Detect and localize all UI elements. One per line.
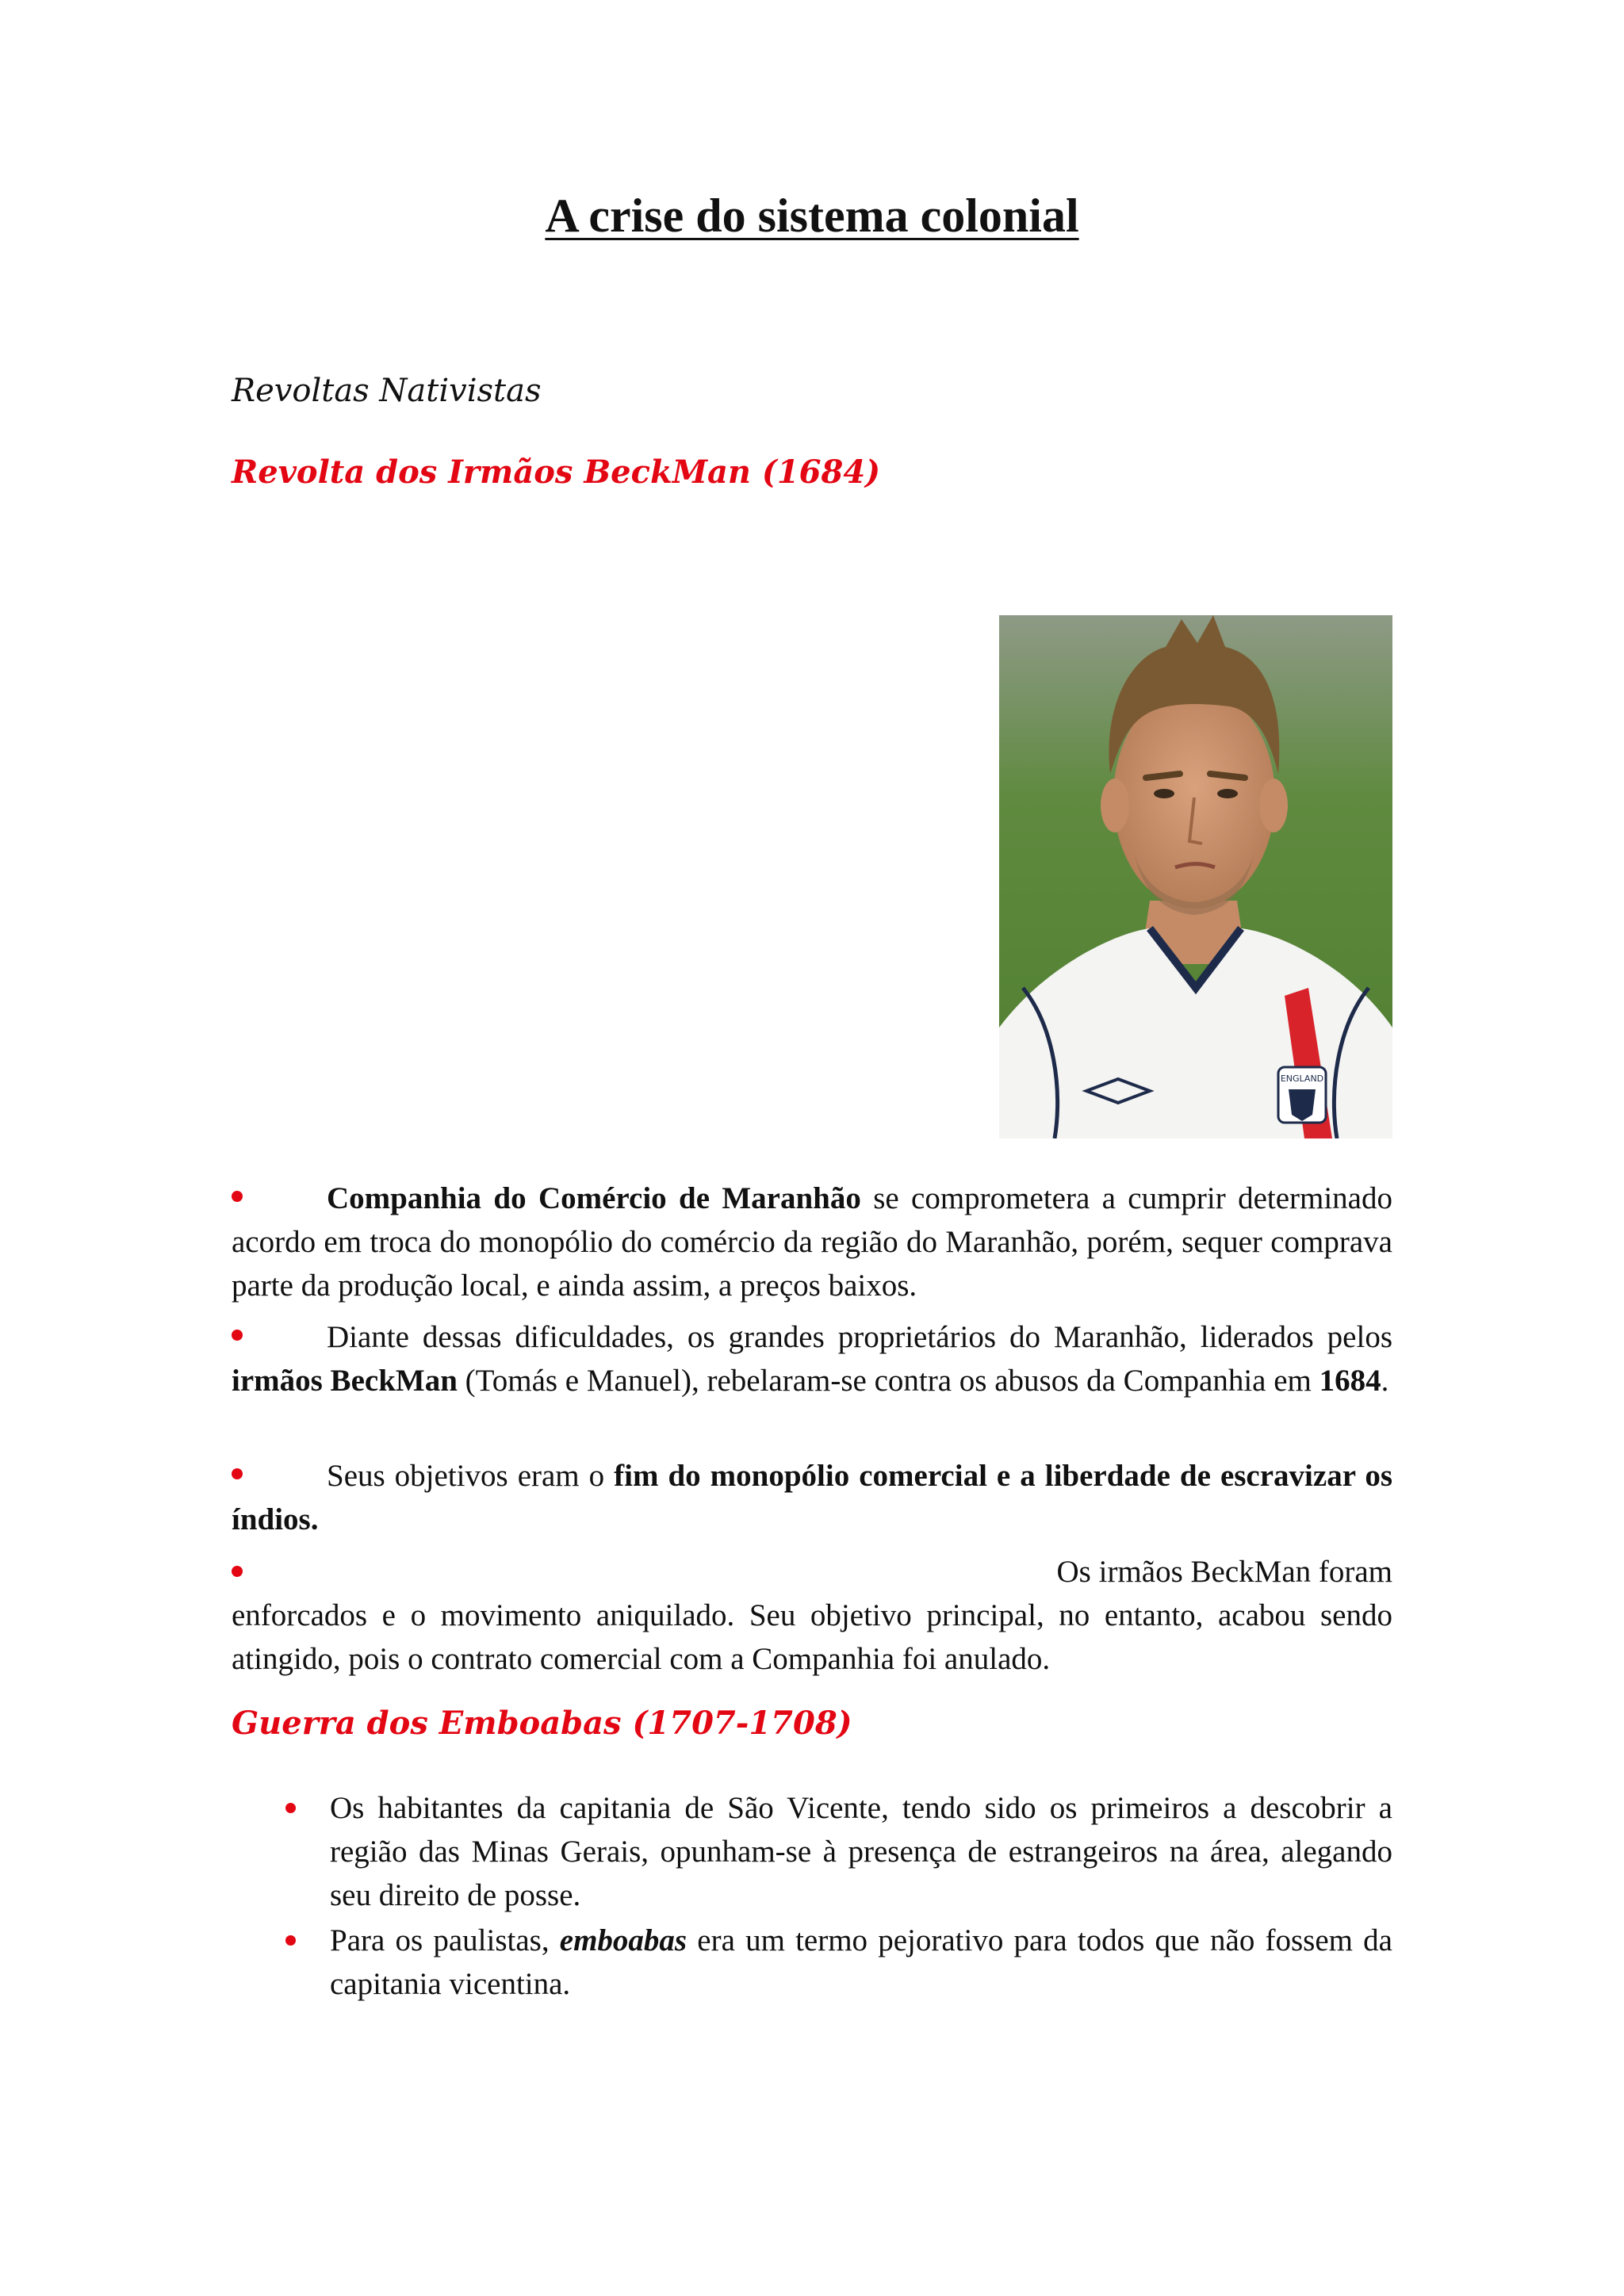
list-item [232, 1786, 1392, 1917]
paragraph-lead-line [232, 1550, 1392, 1594]
paragraph-text: se comprometera a cumprir determinado acordo em troca do monopólio do comércio da região do Maranhão, porém, sequer comprava parte da produção local, e ainda assim, a preços baixos. [232, 1181, 1392, 1303]
list-item [232, 1919, 1392, 2006]
portrait-photo [999, 615, 1392, 1138]
beckman-paragraph-4 [232, 1550, 1392, 1681]
portrait-photo-icon [999, 615, 1392, 1138]
bullet-icon [285, 1935, 296, 1946]
bullet-icon [232, 1566, 243, 1577]
paragraph-text: Seus objetivos eram o [327, 1459, 615, 1493]
emboabas-list [232, 1786, 1392, 2007]
paragraph-text: Diante dessas dificuldades, os grandes proprietários do Maranhão, liderados pelos [327, 1320, 1392, 1354]
beckman-paragraph-3 [232, 1454, 1392, 1541]
bold-text: irmãos BeckMan [232, 1364, 458, 1398]
paragraph-text: enforcados e o movimento aniquilado. Seu objetivo principal, no entanto, acabou sendo atingido, pois o contrato comercial com a Companhia foi anulado. [232, 1598, 1392, 1676]
beckman-paragraph-1 [232, 1177, 1392, 1307]
bold-text: fim do monopólio comercial e a liberdade de escravizar os índios. [232, 1459, 1392, 1536]
bold-italic-term: emboabas [559, 1923, 688, 1957]
beckman-paragraph-2 [232, 1315, 1392, 1402]
list-item-text: era um termo pejorativo para todos que não fossem da capitania vicentina. [330, 1923, 1392, 2001]
heading-beckman: Revolta dos Irmãos BeckMan (1684) [232, 453, 881, 491]
list-item-text: Para os paulistas, [330, 1923, 560, 1957]
bold-text: 1684 [1319, 1364, 1381, 1398]
page-title: A crise do sistema colonial [545, 189, 1079, 242]
shirt-badge-text: ENGLAND [1280, 1073, 1324, 1084]
list-item-text: Os habitantes da capitania de São Vicente, tendo sido os primeiros a descobrir a região das Minas Gerais, opunham-se à presença de estrangeiros na área, alegando seu direito de posse. [330, 1791, 1392, 1912]
bold-text: Companhia do Comércio de Maranhão [327, 1181, 861, 1215]
paragraph-text: (Tomás e Manuel), rebelaram-se contra os abusos da Companhia em [457, 1364, 1320, 1398]
section-label: Revoltas Nativistas [232, 373, 542, 409]
heading-emboabas: Guerra dos Emboabas (1707-1708) [232, 1705, 852, 1742]
bullet-icon [232, 1468, 243, 1479]
paragraph-text: . [1381, 1364, 1389, 1398]
bullet-icon [285, 1803, 296, 1813]
paragraph-text: Os irmãos BeckMan foram [1056, 1555, 1392, 1589]
bullet-icon [232, 1330, 243, 1341]
bullet-icon [232, 1191, 243, 1202]
